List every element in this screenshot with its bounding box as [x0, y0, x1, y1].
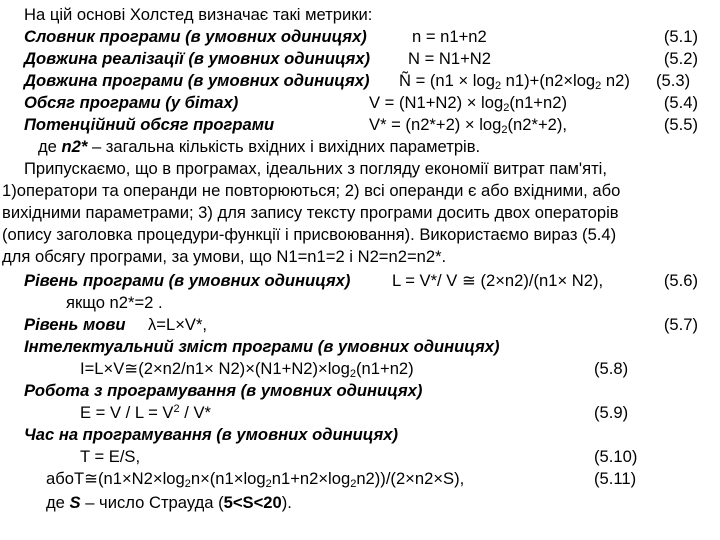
metric-formula: $V* = (n2*+2) \times \log_2(n2*+2)$,	[369, 115, 568, 136]
metric-formula: N = N1+N2	[408, 49, 492, 68]
metric-formula: I=L×V≅(2×n2/n1× $N2)\times(N1+N2)\times\log_2(n1+n2)$	[80, 359, 414, 380]
stroud-note	[0, 492, 720, 514]
metric-condition: якщо n2*=2 .	[66, 293, 163, 312]
metric-name: Рівень мови	[24, 315, 126, 334]
metric-programming-work	[0, 380, 720, 402]
metric-formula: λ=L×V*,	[148, 315, 208, 334]
metric-formula: L = V*/ V ≅ (2×n2)/(n1× N2),	[392, 271, 604, 290]
equation-number: (5.3)	[656, 71, 691, 90]
metric-formula: Ñ = $(n1 \times \log_2 n1)+(n2\times\log_2$ n2)	[399, 71, 630, 92]
metric-program-length	[0, 70, 720, 92]
paragraph-line: Припускаємо, що в програмах, ідеальних з погляду економії витрат пам'яті,	[24, 159, 607, 178]
metric-volume	[0, 92, 720, 114]
equation-number: (5.4)	[663, 93, 698, 112]
equation-number: (5.2)	[663, 49, 698, 68]
note-text: де n2* – загальна кількість вхідних і вихідних параметрів.	[38, 137, 481, 156]
intro-text: На цій основі Холстед визначає такі метрики:	[24, 5, 373, 24]
metric-formula: $абоT≅(n1\times N2\times\log_2n\times(n1\times\log_2n1+n2\times\log_2n2))/(2\times n2\times S)$,	[46, 469, 465, 490]
metric-programming-time	[0, 424, 720, 446]
metric-name: Обсяг програми (у бітах)	[24, 93, 239, 112]
metric-formula: n = n1+n2	[412, 27, 487, 46]
equation-number: (5.10)	[594, 447, 638, 466]
metric-name: Потенційний обсяг програми	[24, 115, 275, 134]
metric-name: Рівень програми (в умовних одиницях)	[24, 271, 351, 290]
equation-number: (5.9)	[594, 403, 629, 422]
note-text: де S – число Страуда (5<S<20).	[46, 493, 292, 512]
equation-number: (5.11)	[594, 469, 637, 488]
metric-formula-line	[0, 402, 720, 424]
metric-name: Довжина реалізації (в умовних одиницях)	[24, 49, 371, 68]
metric-language-level	[0, 314, 720, 336]
metric-potential-volume	[0, 114, 720, 136]
equation-number: (5.6)	[663, 271, 698, 290]
intro-line	[0, 4, 720, 26]
metric-vocabulary	[0, 26, 720, 48]
metric-formula: $E = V / L = V^2 / V*$	[80, 403, 211, 422]
metric-intellectual-content	[0, 336, 720, 358]
metric-formula: T = E/S,	[80, 447, 141, 466]
paragraph-line: для обсягу програми, за умови, що N1=n1=2 і N2=n2=n2*.	[2, 247, 447, 266]
equation-number: (5.8)	[594, 359, 629, 378]
metric-name: Словник програми (в умовних одиницях)	[24, 27, 367, 46]
metric-name: Довжина програми (в умовних одиницях)	[24, 71, 370, 90]
metric-program-level	[0, 270, 720, 292]
metric-formula-line	[0, 358, 720, 380]
metric-name: Інтелектуальний зміст програми (в умовних одиницях)	[24, 337, 500, 356]
metric-name: Час на програмування (в умовних одиницях)	[24, 425, 399, 444]
metric-formula: $V = (N1+N2) \times \log_2(n1+n2)$	[369, 93, 567, 114]
parameter-note	[0, 136, 720, 158]
equation-number: (5.7)	[663, 315, 698, 334]
paragraph-line: (опису заголовка процедури-функції і присвоювання). Використаємо вираз (5.4)	[2, 225, 617, 244]
metric-formula-line	[0, 446, 720, 468]
paragraph-line: вихідними параметрами; 3) для запису тексту програми досить двох операторів	[2, 203, 619, 222]
equation-number: (5.5)	[663, 115, 698, 134]
metric-formula-line	[0, 468, 720, 490]
equation-number: (5.1)	[663, 27, 698, 46]
metric-name: Робота з програмування (в умовних одиницях)	[24, 381, 423, 400]
metric-implementation-length	[0, 48, 720, 70]
paragraph-line: 1)оператори та операнди не повторюються; 2) всі операнди є або вхідними, або	[2, 181, 621, 200]
